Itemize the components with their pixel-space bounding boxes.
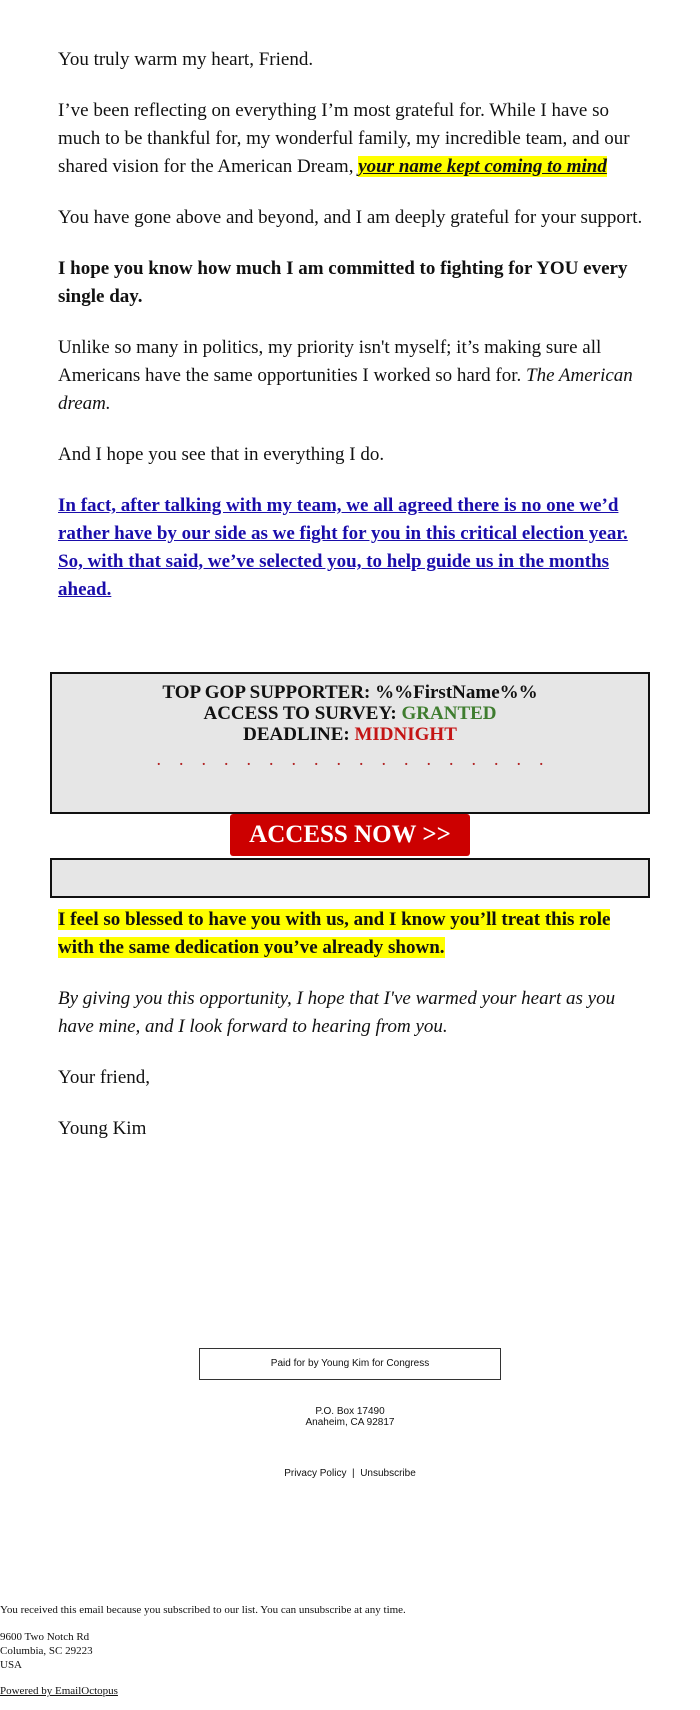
letter-closing [58, 906, 648, 1166]
po-box: P.O. Box 17490 [315, 1406, 385, 1417]
access-label: ACCESS TO SURVEY: [203, 703, 402, 724]
mailing-address [0, 1406, 700, 1428]
address-city: Anaheim, CA 92817 [305, 1417, 395, 1428]
letter-body [58, 46, 648, 627]
selected-link-paragraph [58, 492, 648, 604]
campaign-footer [0, 1348, 700, 1479]
access-line [52, 703, 648, 724]
paragraph-priority-text: Unlike so many in politics, my priority isn't myself; it’s making sure all Americans have the same opportunities I worked so hard for. [58, 337, 602, 386]
survey-info [52, 674, 648, 745]
paragraph-support: You have gone above and beyond, and I am deeply grateful for your support. [58, 207, 643, 228]
signoff: Your friend, [58, 1067, 151, 1088]
highlighted-phrase[interactable]: your name kept coming to mind [358, 156, 607, 177]
deadline-label: DEADLINE: [243, 724, 355, 745]
granted-status: GRANTED [401, 703, 497, 724]
deadline-value: MIDNIGHT [354, 724, 457, 745]
paragraph-grateful-text: I’ve been reflecting on everything I’m most grateful for. While I have so much to be thankful for, my wonderful family, my incredible team, and our shared vision for the American Dream, [58, 100, 630, 177]
deadline-line [52, 724, 648, 745]
link-separator: | [352, 1468, 355, 1479]
paid-for-box: Paid for by Young Kim for Congress [199, 1348, 501, 1380]
privacy-policy-link[interactable]: Privacy Policy [284, 1468, 347, 1479]
greeting: You truly warm my heart, Friend. [58, 49, 314, 70]
american-dream-phrase: The American dream. [58, 365, 633, 414]
provider-city: Columbia, SC 29223 [0, 1645, 93, 1657]
opportunity-paragraph: By giving you this opportunity, I hope that I've warmed your heart as you have mine, and I look forward to hearing from you. [58, 988, 616, 1037]
provider-footer [0, 1603, 700, 1698]
powered-by-link[interactable]: Powered by EmailOctopus [0, 1685, 118, 1697]
access-now-button[interactable]: ACCESS NOW >> [230, 814, 470, 856]
survey-access-box [50, 672, 650, 898]
provider-country: USA [0, 1659, 23, 1671]
subscription-notice: You received this email because you subscribed to our list. You can unsubscribe at any time. [0, 1604, 406, 1616]
provider-address [0, 1630, 700, 1672]
selected-link[interactable]: In fact, after talking with my team, we all agreed there is no one we’d rather have by our side as we fight for you in this critical election year. So, with that said, we’ve selected you, to help guide us in the months ahead. [58, 495, 628, 600]
paragraph-commitment: I hope you know how much I am committed to fighting for YOU every single day. [58, 258, 628, 307]
paragraph-priority [58, 334, 648, 418]
access-button-row [50, 812, 650, 860]
blessed-paragraph [58, 906, 648, 962]
paragraph-grateful [58, 97, 648, 181]
supporter-line: TOP GOP SUPPORTER: %%FirstName%% [162, 682, 538, 703]
signature: Young Kim [58, 1118, 147, 1139]
provider-street: 9600 Two Notch Rd [0, 1631, 90, 1643]
paragraph-see: And I hope you see that in everything I do. [58, 444, 385, 465]
dotted-separator: .................. [156, 749, 562, 769]
footer-links [0, 1468, 700, 1479]
blessed-text: I feel so blessed to have you with us, and I know you’ll treat this role with the same dedication you’ve already shown. [58, 909, 611, 958]
unsubscribe-link[interactable]: Unsubscribe [360, 1468, 416, 1479]
